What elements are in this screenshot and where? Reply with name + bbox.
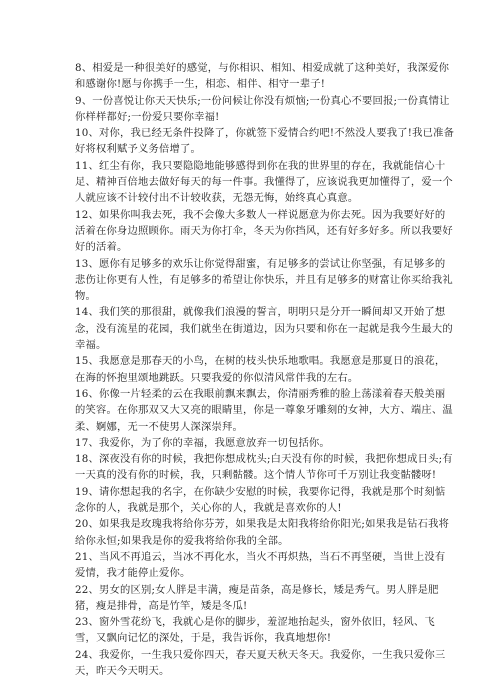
entry-paragraph: 17、我爱你，为了你的幸福，我愿意放弃一切包括你。 <box>75 436 330 449</box>
entry-paragraph: 18、深夜没有你的时候，我把你想成枕头;白天没有你的时候，我把你想成日头;有一天真的没有你的时候，我，只剩骷髅。这个情人节你可千万别让我变骷髅呀! <box>75 453 453 482</box>
entry-paragraph: 9、一份喜悦让你天天快乐;一份问候让你没有烦恼;一份真心不要回报;一份真情让你样样都好;一份爱只要你幸福! <box>75 94 450 123</box>
entry-paragraph: 8、相爱是一种很美好的感觉，与你相识、相知、相爱成就了这种美好，我深爱你和感谢你!愿与你携手一生，相恋、相伴、相守一辈子! <box>75 62 450 91</box>
entry-paragraph: 24、我爱你，一生我只爱你四天，春天夏天秋天冬天。我爱你，一生我只爱你三天，昨天今天明天。 <box>75 648 446 677</box>
entry-paragraph: 11、红尘有你，我只要隐隐地能够感得到你在我的世界里的存在，我就能信心十足、精神百倍地去做好每天的每一件事。我懂得了，应该说我更加懂得了，爱一个人就应该不计较付出不计较收获，无怨无悔，始终真心真意。 <box>75 159 453 205</box>
entry-paragraph: 12、如果你叫我去死，我不会像大多数人一样说愿意为你去死。因为我要好好的活着在你身边照顾你。雨天为你打伞，冬天为你挡风，还有好多好多。所以我要好好的活着。 <box>75 208 453 254</box>
entry-paragraph: 19、请你想起我的名字，在你缺少安慰的时候，我要你记得，我就是那个时刻惦念你的人，我就是那个，关心你的人，我就是喜欢你的人! <box>75 485 446 515</box>
entry-paragraph: 21、当风不再追云，当冰不再化水，当火不再炽热，当石不再坚硬，当世上没有爱情，我才能停止爱你。 <box>75 550 446 580</box>
entry-paragraph: 23、窗外雪花纷飞，我就心是你的脚步，羞涩地抬起头，窗外依旧，轻风、飞雪，又飘向记忆的深处，于是，我告诉你，我真地想你! <box>75 616 435 645</box>
entry-paragraph: 16、你像一片轻柔的云在我眼前飘来飘去，你清丽秀雅的脸上荡漾着春天般美丽的笑容。在你那双又大又亮的眼睛里，你是一尊象牙雕刻的女神，大方、端庄、温柔、婀娜，无一不使男人深深崇拜。 <box>75 387 453 433</box>
entry-paragraph: 13、愿你有足够多的欢乐让你觉得甜蜜，有足够多的尝试让你坚强，有足够多的悲伤让你更有人性，有足够多的希望让你快乐，并且有足够多的财富让你买给我礼物。 <box>75 257 453 303</box>
entry-paragraph: 14、我们笑的那很甜，就像我们浪漫的誓言，明明只是分开一瞬间却又开始了想念，没有流星的花园，我们就坐在街道边，因为只要和你在一起就是我今生最大的幸福。 <box>75 306 453 352</box>
entry-paragraph: 10、对你，我已经无条件投降了，你就签下爱情合约吧!不然没人要我了!我已准备好将权利赋予义务倍增了。 <box>75 127 455 156</box>
entry-paragraph: 22、男女的区别;女人胖是丰满，瘦是苗条，高是修长，矮是秀气。男人胖是肥猪，瘦是排骨，高是竹竿，矮是冬瓜! <box>75 583 439 612</box>
entry-paragraph: 15、我愿意是那春天的小鸟，在树的枝头快乐地歌唱。我愿意是那夏日的浪花，在海的怀抱里颂地跳跃。只要我爱的你似清风常伴我的左右。 <box>75 355 446 384</box>
entry-paragraph: 20、如果我是玫瑰我将给你芬芳，如果我是太阳我将给你阳光;如果我是钻石我将给你永恒;如果我是你的爱我将给你我的全部。 <box>75 518 450 547</box>
document-body <box>75 60 455 679</box>
